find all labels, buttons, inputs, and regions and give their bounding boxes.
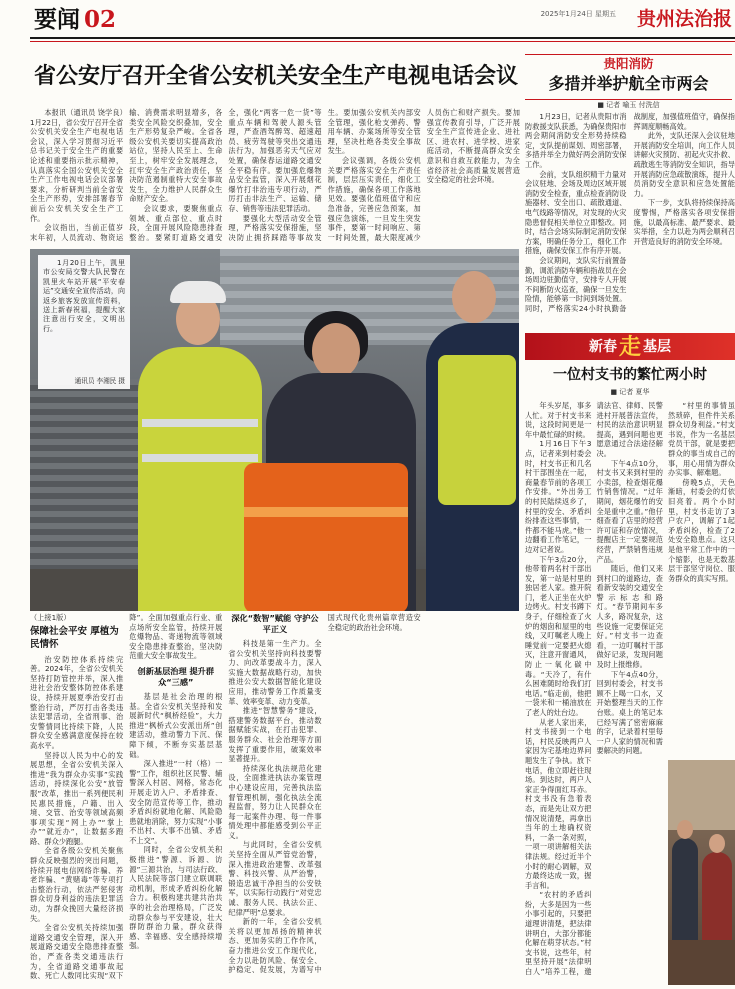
paragraph: 下一步，支队将持续保持高度警惕，严格落实各项安保措施，以最高标准、最严要求、最实举措，全力以赴为两会顺利召开营造良好的消防安全环境。 (633, 198, 735, 246)
village-article-side-column (668, 401, 735, 753)
lead-article-body (30, 108, 520, 245)
photo-caption-box (38, 255, 130, 389)
village-photo (668, 760, 735, 985)
person-head (677, 820, 693, 839)
continued-article-headline: 保障社会平安 厚植为民情怀 (30, 625, 119, 650)
paragraph: 持续深化执法规范化建设，全面推进执法办案管理中心建设应用，完善执法监督管理机制，强化执法全流程监督，努力让人民群众在每一起案件办理、每一件事情处理中都能感受到公平正义。 (228, 763, 322, 840)
paragraph: “农村的矛盾纠纷，大多是因为一些小事引起的，只要把道理讲清楚，把法律讲明白，大部分都能化解在萌芽状态。”村支书说，这些年，村里坚持开展“法律明白人”培养工程，邀请法官、律师、民警进村开展普法宣传，村民的法治意识明显提高，遇到问题也更愿意通过合法途径解决。 (525, 401, 663, 977)
paragraph: 新的一年，全省公安机关将以更加昂扬的精神状态、更加务实的工作作风，奋力推进公安工作现代化，全力以赴防风险、保安全、护稳定、促发展，为谱写中国式现代化贵州篇章营造安全稳定的政治社会环境。 (228, 613, 421, 975)
section-name: 要闻 (34, 6, 80, 33)
reflective-stripe (142, 454, 258, 462)
paragraph: 科技是第一生产力。全省公安机关坚持向科技要警力、向改革要战斗力，深入实施大数据战略行动，加快推进公安大数据智能化建设应用，推动警务工作质量变革、效率变革、动力变革。 (228, 639, 322, 706)
paragraph: 1月23日，记者从贵阳市消防救援支队获悉，为确保贵阳市两会期间消防安全形势持续稳定，支队提前谋划、周密部署，多措并举全力做好两会消防安保工作。 (525, 112, 627, 169)
person-figure (672, 838, 698, 948)
reflective-stripe (142, 419, 258, 427)
fire-article-headline-box (525, 54, 732, 100)
paragraph: 年头岁尾，事多人忙。对于村支书来说，这段时间更是一年中最忙碌的时候。 (525, 401, 592, 439)
paragraph: 会议期间，支队实行前置备勤，调派消防车辆和指战员在会场周边驻勤值守，安排专人开展不间断防火巡查，确保一旦发生险情，能够第一时间到场处置。同时，严格落实24小时执勤备战制度，加强值班值守，确保指挥调度顺畅高效。 (525, 112, 735, 313)
gift-bag (244, 463, 408, 611)
paragraph: 1月16日下午3点，记者来到村委会时，村支书正和几名村干部围坐在一起，商量春节前的各项工作安排。“外出务工的村民陆续返乡了，村里的安全、矛盾纠纷排查这些事情，一件都不能马虎。”他一边翻看工作笔记，一边对记者说。 (525, 439, 592, 554)
paragraph: 深入推进“一村（格）一警”工作，组织社区民警、辅警深入村居、网格，常态化开展走访入户、矛盾排查、安全防范宣传等工作，推动矛盾纠纷就地化解、风险隐患就地消除，努力实现“小事不出村、大事不出镇、矛盾不上交”。 (129, 759, 223, 845)
officer-cap (170, 281, 226, 303)
paragraph: 同时，全省公安机关积极推进“警源、诉源、访源”三源共治，与司法行政、人民法院等部门建立联调联动机制，形成矛盾纠纷化解合力。积极构建共建共治共享的社会治理格局，广泛发动群众参与平安建设，壮大群防群治力量，群众获得感、幸福感、安全感持续增强。 (129, 845, 223, 951)
person-head (709, 834, 725, 853)
paragraph: 本报讯（通讯员 饶学良）1月22日，省公安厅召开全省公安机关安全生产电视电话会议，深入学习贯彻习近平总书记关于安全生产的重要论述和重要指示批示精神，认真落实全国公安机关安全生产工作电视电话会议部署要求，分析研判当前全省安全生产形势，安排部署春节前后公安机关安全生产工作。 (30, 108, 124, 223)
paragraph: 要强化大型活动安全管理，严格落实安保措施，坚决防止拥挤踩踏等事故发生。要加强公安机关内部安全管理，强化枪支弹药、警用车辆、办案场所等安全管理，坚决杜绝各类安全事故发生。 (228, 108, 421, 242)
village-article-byline: ■ 记者 夏华 (610, 388, 650, 396)
paragraph: 下午4点40分，回到村委会，村支书顾不上喝一口水，又开始整理当天的工作台账。桌上的笔记本已经写满了密密麻麻的字，记录着村里每一户人家的情况和需要解决的问题。 (596, 669, 663, 756)
paragraph: 与此同时，全省公安机关坚持全面从严管党治警，深入推进政治建警、改革强警、科技兴警、从严治警，锻造忠诚干净担当的公安铁军，以实际行动践行“对党忠诚、服务人民、执法公正、纪律严明”总要求。 (228, 840, 322, 917)
paragraph: 全省各级公安机关聚焦群众反映强烈的突出问题，持续开展电信网络诈骗、养老诈骗、“黄赌毒”等专项打击整治行动，依法严惩侵害群众切身利益的违法犯罪活动，为群众挽回大量经济损失。 (30, 846, 124, 923)
paragraph: 随后，他们又来到村口的道路边，查看新安装的交通安全警示标志和路灯。“春节期间车多人多，路况复杂，这些设施一定要保证完好。”村支书一边查看，一边叮嘱村干部做好记录，发现问题及时上报维修。 (596, 564, 663, 670)
paragraph: 下午4点10分，村支书又来到村里的小卖部，检查烟花爆竹销售情况。“过年期间，烟花爆竹的安全是重中之重。”他仔细查看了店里的经营许可证和存放情况，提醒店主一定要规范经营，严禁销售违规产品。 (596, 458, 663, 564)
paragraph: “村里的事情虽然琐碎，但件件关系群众切身利益。”村支书说，作为一名基层党员干部，就是要把群众的事当成自己的事，用心用情为群众办实事、解难题。 (668, 401, 735, 478)
paragraph: 治安防控体系持续完善。2024年，全省公安机关坚持打防管控并举，深入推进社会治安整体防控体系建设，持续开展夏季治安打击整治行动，严厉打击各类违法犯罪活动，全省刑事、治安警情同比持续下降，人民群众安全感满意度保持在较高水平。 (30, 654, 124, 750)
column-banner (525, 333, 735, 360)
second-officer-head (452, 271, 496, 323)
paragraph: 会议指出，当前正值岁末年初，人员流动、物资运输、消费需求明显增多，各类安全风险交织叠加，安全生产形势复杂严峻。全省各级公安机关要切实提高政治站位，坚持人民至上、生命至上，树牢安全发展理念，扛牢安全生产政治责任，坚决防范遏制重特大安全事故发生，全力维护人民群众生命财产安全。 (30, 108, 223, 242)
lead-headline: 省公安厅召开全省公安机关安全生产电视电话会议 (33, 63, 518, 89)
paragraph: 推进“智慧警务”建设，搭建警务数据平台，推动数据赋能实战，在打击犯罪、服务群众、社会治理等方面发挥了重要作用，破案效率显著提升。 (228, 706, 322, 764)
paragraph: 会议强调，各级公安机关要严格落实安全生产责任制，层层压实责任，细化工作措施，确保各项工作落地见效。要强化值班值守和应急准备，完善应急预案，加强应急演练，一旦发生突发事件，要第一时间响应、第一时间处置，最大限度减少人员伤亡和财产损失。要加强宣传教育引导，广泛开展安全生产宣传进企业、进社区、进农村、进学校、进家庭活动，不断提高群众安全意识和自救互救能力，为全省经济社会高质量发展营造安全稳定的社会环境。 (327, 108, 520, 242)
village-article-headline: 一位村支书的繁忙两小时 (553, 367, 707, 383)
banner-prefix: 新春 (588, 339, 617, 355)
page-number: 02 (84, 6, 117, 33)
paragraph: 坚持以人民为中心的发展思想，全省公安机关深入推进“我为群众办实事”实践活动，持续深化公安“放管服”改革，推出一系列便民利民惠民措施，户籍、出入境、交管、治安等领域高频事项实现“网上办”“掌上办”“就近办”，让数据多跑路、群众少跑腿。 (30, 750, 124, 846)
reflective-vest (438, 355, 516, 505)
paragraph: 基层是社会治理的根基。全省公安机关坚持和发展新时代“枫桥经验”，大力推进“枫桥式公安派出所”创建活动，推动警力下沉、保障下倾，不断夯实基层基础。 (129, 691, 223, 759)
issue-date: 2025年1月24日 星期五 (540, 10, 616, 18)
paragraph: 会议要求，要聚焦重点领域、重点部位、重点时段，全面开展风险隐患排查整治。要紧盯道路交通安全，强化“两客一危一货”等重点车辆和驾驶人源头管理，严查酒驾醉驾、超速超员、疲劳驾驶等突出交通违法行为，加强恶劣天气应对处置，确保春运道路交通安全平稳有序。要加强危爆物品安全监管，深入开展烟花爆竹打非治违专项行动，严厉打击非法生产、运输、储存、销售等违法犯罪活动。 (129, 108, 322, 242)
fire-article-byline: ■ 记者 喻玉 付洗信 (597, 101, 660, 109)
continued-article-body (30, 613, 520, 986)
fire-article-kicker: 贵阳消防 (603, 56, 654, 71)
paragraph: 会前，支队组织精干力量对会议驻地、会场及周边区域开展消防安全检查，重点检查消防设施器材、安全出口、疏散通道、电气线路等情况，对发现的火灾隐患督促相关单位立即整改。同时，结合会场实际制定消防安保方案，明确任务分工，细化工作措施，确保安保工作有序开展。 (525, 169, 627, 256)
jump-label: （上接1版） (30, 613, 71, 622)
gift-bag-band (244, 507, 408, 517)
banner-highlight: 走 (618, 334, 641, 360)
room-table (668, 940, 735, 985)
fire-article-headline: 多措并举护航全市两会 (548, 74, 709, 93)
paragraph: 傍晚5点，天色渐暗，村委会的灯依旧亮着。两个小时里，村支书走访了3户农户，调解了1起矛盾纠纷，检查了2处安全隐患点。这只是他平常工作中的一个缩影，也是无数基层干部坚守岗位、服务群众的真实写照。 (668, 477, 735, 583)
photo-credit: 通讯员 李湘民 摄 (74, 377, 125, 385)
header-rule-accent (30, 41, 735, 42)
header-rule (30, 37, 735, 39)
news-photo (30, 249, 519, 611)
paragraph: 从老人家出来，村支书接到一个电话，村民反映两户人家因为宅基地边界问题发生了争执。放下电话，他立即赶往现场。到达时，两户人家正争得面红耳赤。村支书没有急着表态，而是先让双方把情况说清楚，再拿出当年的土地确权资料，一条一条对照，一项一项讲解相关法律法规。经过近半个小时的耐心调解，双方最终达成一致，握手言和。 (525, 717, 592, 890)
photo-caption: 1月20日上午，凯里市公安局交警大队民警在凯里火车站开展“平安春运”交通安全宣传活动，向返乡旅客发放宣传资料，送上新春祝福，提醒大家注意出行安全，文明出行。 (43, 259, 125, 333)
paragraph: 下午3点20分，他带着两名村干部出发，第一站是村里的独居老人家。推开院门，老人正坐在火炉边烤火。村支书蹲下身子，仔细检查了火炉的烟囱和屋里的电线，又叮嘱老人晚上睡觉前一定要把火熄灭，注意开窗通风，防止一氧化碳中毒。“天冷了，有什么困难随时给我们打电话。”临走前，他把一袋米和一桶油放在了老人的灶台边。 (525, 554, 592, 717)
banner-suffix: 基层 (643, 339, 671, 355)
traveler-head (312, 323, 360, 379)
masthead-logo: 贵州法治报 (636, 8, 732, 30)
room-wall (668, 760, 735, 830)
village-article-body (525, 401, 663, 985)
subheading: 创新基层治理 提升群众“三感” (137, 665, 215, 687)
subheading: 深化“数智”赋能 守护公平正义 (231, 613, 319, 634)
paragraph: 全省公安机关持续加强道路交通安全管理，深入开展道路交通安全隐患排查整治，严查各类交通违法行为，全省道路交通事故起数、死亡人数同比实现“双下降”。全面加强重点行业、重点场所安全监管，持续开展危爆物品、寄递物流等领域安全隐患排查整治，坚决防范重大安全事故发生。 (30, 613, 223, 981)
paragraph: 此外，支队还深入会议驻地开展消防安全培训，向工作人员讲解火灾预防、初起火灾扑救、疏散逃生等消防安全知识，指导开展消防应急疏散演练，提升人员消防安全意识和应急处置能力。 (633, 131, 735, 198)
fire-article-body (525, 112, 735, 325)
section-title (34, 5, 116, 35)
